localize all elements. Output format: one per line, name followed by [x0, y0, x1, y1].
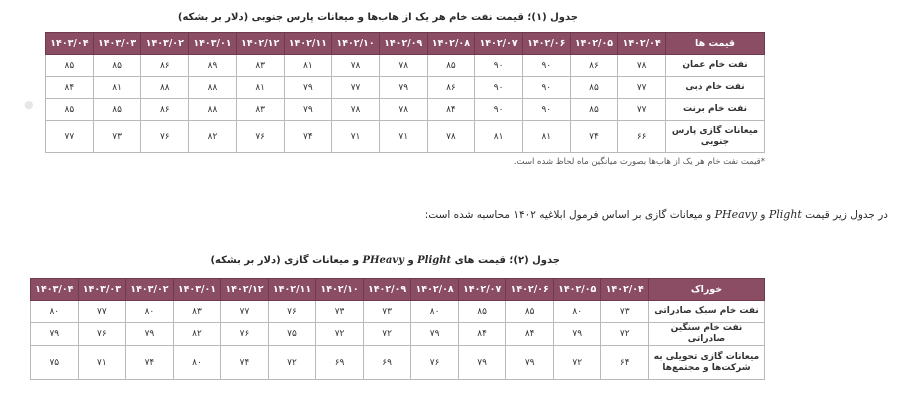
cell: ۷۲ [601, 323, 649, 346]
table1-row [46, 77, 765, 99]
table1-header-cell: قیمت ها [666, 33, 765, 55]
cell: ۷۹ [31, 323, 79, 346]
table1-header-cell: ۱۴۰۲/۰۸ [427, 33, 475, 55]
table1-header-cell: ۱۴۰۳/۰۳ [93, 33, 141, 55]
cell: ۸۶ [141, 99, 189, 121]
cell: ۸۵ [427, 55, 475, 77]
table2 [30, 278, 765, 380]
cell: ۸۵ [93, 99, 141, 121]
cell: ۸۴ [506, 323, 554, 346]
table1-header-cell: ۱۴۰۳/۰۱ [189, 33, 237, 55]
cell: ۹۰ [522, 99, 570, 121]
table2-header-cell: ۱۴۰۲/۱۱ [268, 279, 316, 301]
cell: ۷۲ [268, 346, 316, 380]
cell: ۷۶ [268, 301, 316, 323]
row-label: میعانات گازی تحویلی به شرکت‌ها و مجتمع‌ها [649, 346, 765, 380]
cell: ۸۴ [427, 99, 475, 121]
cell: ۷۵ [31, 346, 79, 380]
cell: ۷۲ [553, 346, 601, 380]
cell: ۸۸ [189, 99, 237, 121]
row-label: میعانات گازی پارس جنوبی [666, 121, 765, 153]
table2-header-cell: ۱۴۰۲/۱۲ [221, 279, 269, 301]
symbol-pheavy: PHeavy [714, 208, 758, 221]
table2-header-cell: خوراک [649, 279, 765, 301]
cell: ۸۳ [173, 301, 221, 323]
cell: ۷۴ [221, 346, 269, 380]
caption-text: و [407, 255, 414, 266]
paragraph-text: و میعانات گازی بر اساس فرمول ابلاغیه ۱۴۰۲ محاسبه شده است: [424, 209, 712, 221]
cell: ۷۸ [332, 99, 380, 121]
cell: ۷۸ [379, 99, 427, 121]
table1-header-cell: ۱۴۰۲/۰۵ [570, 33, 618, 55]
table2-caption [210, 255, 560, 266]
cell: ۸۰ [126, 301, 174, 323]
table2-header-cell: ۱۴۰۳/۰۴ [31, 279, 79, 301]
cell: ۷۹ [458, 346, 506, 380]
table2-row [31, 301, 765, 323]
cell: ۷۹ [284, 99, 332, 121]
cell: ۷۹ [126, 323, 174, 346]
table1-header-cell: ۱۴۰۲/۰۷ [475, 33, 523, 55]
table2-row [31, 323, 765, 346]
table2-header-cell: ۱۴۰۲/۰۷ [458, 279, 506, 301]
cell: ۸۶ [427, 77, 475, 99]
cell: ۸۶ [141, 55, 189, 77]
cell: ۸۱ [93, 77, 141, 99]
cell: ۷۲ [363, 323, 411, 346]
cell: ۸۱ [522, 121, 570, 153]
symbol-plight: Plight [417, 255, 452, 266]
table1 [45, 32, 765, 153]
table1-row [46, 121, 765, 153]
cell: ۹۰ [475, 99, 523, 121]
cell: ۸۳ [236, 55, 284, 77]
cell: ۷۷ [618, 77, 666, 99]
cell: ۸۵ [506, 301, 554, 323]
table2-header-cell: ۱۴۰۳/۰۲ [126, 279, 174, 301]
cell: ۸۵ [570, 99, 618, 121]
table1-header-cell: ۱۴۰۲/۰۶ [522, 33, 570, 55]
cell: ۸۱ [236, 77, 284, 99]
cell: ۷۱ [379, 121, 427, 153]
cell: ۸۰ [31, 301, 79, 323]
cell: ۸۵ [46, 55, 94, 77]
cell: ۹۰ [522, 55, 570, 77]
table1-row [46, 99, 765, 121]
cell: ۷۷ [332, 77, 380, 99]
cell: ۸۲ [173, 323, 221, 346]
cell: ۸۴ [46, 77, 94, 99]
cell: ۷۶ [411, 346, 459, 380]
cell: ۷۷ [78, 301, 126, 323]
cell: ۷۶ [141, 121, 189, 153]
intro-paragraph [425, 208, 888, 221]
cell: ۸۵ [458, 301, 506, 323]
cell: ۷۸ [379, 55, 427, 77]
table1-row [46, 55, 765, 77]
row-label: نفت خام عمان [666, 55, 765, 77]
table2-row [31, 346, 765, 380]
cell: ۷۹ [553, 323, 601, 346]
table1-header-cell: ۱۴۰۲/۰۴ [618, 33, 666, 55]
cell: ۸۹ [189, 55, 237, 77]
symbol-pheavy: PHeavy [362, 255, 404, 266]
symbol-plight: Plight [768, 208, 802, 221]
table1-note: *قیمت نفت خام هر یک از هاب‌ها بصورت میانگین ماه لحاظ شده است. [513, 157, 765, 167]
cell: ۷۹ [411, 323, 459, 346]
cell: ۷۶ [221, 323, 269, 346]
row-label: نفت خام سبک صادراتی [649, 301, 765, 323]
paragraph-text: در جدول زیر قیمت [805, 209, 888, 221]
table1-header-cell: ۱۴۰۲/۱۱ [284, 33, 332, 55]
cell: ۷۱ [78, 346, 126, 380]
cell: ۷۹ [284, 77, 332, 99]
cell: ۷۳ [601, 301, 649, 323]
cell: ۷۵ [268, 323, 316, 346]
cell: ۷۱ [332, 121, 380, 153]
table2-header-cell: ۱۴۰۲/۰۹ [363, 279, 411, 301]
table2-header-cell: ۱۴۰۳/۰۱ [173, 279, 221, 301]
table1-header-cell: ۱۴۰۳/۰۴ [46, 33, 94, 55]
cell: ۸۱ [475, 121, 523, 153]
table2-header-cell: ۱۴۰۲/۰۶ [506, 279, 554, 301]
cell: ۷۹ [379, 77, 427, 99]
cell: ۷۶ [236, 121, 284, 153]
cell: ۷۸ [427, 121, 475, 153]
cell: ۷۲ [316, 323, 364, 346]
cell: ۸۸ [189, 77, 237, 99]
cell: ۷۸ [618, 55, 666, 77]
cell: ۸۰ [553, 301, 601, 323]
row-label: نفت خام دبی [666, 77, 765, 99]
cell: ۷۴ [570, 121, 618, 153]
cell: ۷۴ [284, 121, 332, 153]
row-label: نفت خام برنت [666, 99, 765, 121]
cell: ۶۶ [618, 121, 666, 153]
watermark: ● [24, 98, 34, 111]
cell: ۹۰ [475, 77, 523, 99]
cell: ۸۴ [458, 323, 506, 346]
cell: ۸۲ [189, 121, 237, 153]
cell: ۷۷ [46, 121, 94, 153]
cell: ۷۷ [618, 99, 666, 121]
table2-header-cell: ۱۴۰۲/۰۴ [601, 279, 649, 301]
cell: ۶۹ [316, 346, 364, 380]
table2-header-row [31, 279, 765, 301]
table2-header-cell: ۱۴۰۲/۰۵ [553, 279, 601, 301]
cell: ۸۶ [570, 55, 618, 77]
table1-header-cell: ۱۴۰۲/۰۹ [379, 33, 427, 55]
table2-header-cell: ۱۴۰۳/۰۳ [78, 279, 126, 301]
cell: ۸۱ [284, 55, 332, 77]
table1-header-cell: ۱۴۰۲/۱۰ [332, 33, 380, 55]
cell: ۷۴ [126, 346, 174, 380]
cell: ۸۰ [411, 301, 459, 323]
table1-header-row [46, 33, 765, 55]
cell: ۷۳ [316, 301, 364, 323]
table2-header-cell: ۱۴۰۲/۰۸ [411, 279, 459, 301]
cell: ۸۳ [236, 99, 284, 121]
cell: ۷۷ [221, 301, 269, 323]
cell: ۸۵ [570, 77, 618, 99]
cell: ۸۵ [93, 55, 141, 77]
cell: ۷۳ [363, 301, 411, 323]
cell: ۷۸ [332, 55, 380, 77]
cell: ۹۰ [522, 77, 570, 99]
cell: ۸۵ [46, 99, 94, 121]
table2-header-cell: ۱۴۰۲/۱۰ [316, 279, 364, 301]
cell: ۷۶ [78, 323, 126, 346]
paragraph-text: و [760, 209, 766, 221]
row-label: نفت خام سنگین صادراتی [649, 323, 765, 346]
cell: ۶۴ [601, 346, 649, 380]
cell: ۶۹ [363, 346, 411, 380]
table1-header-cell: ۱۴۰۲/۱۲ [236, 33, 284, 55]
cell: ۷۳ [93, 121, 141, 153]
caption-text: و میعانات گازی (دلار بر بشکه) [210, 255, 360, 266]
caption-text: جدول (۲)؛ قیمت های [454, 255, 560, 266]
cell: ۹۰ [475, 55, 523, 77]
cell: ۸۸ [141, 77, 189, 99]
table1-header-cell: ۱۴۰۳/۰۲ [141, 33, 189, 55]
cell: ۸۰ [173, 346, 221, 380]
cell: ۷۹ [506, 346, 554, 380]
table1-caption: جدول (۱)؛ قیمت نفت خام هر یک از هاب‌ها و میعانات پارس جنوبی (دلار بر بشکه) [177, 12, 578, 23]
